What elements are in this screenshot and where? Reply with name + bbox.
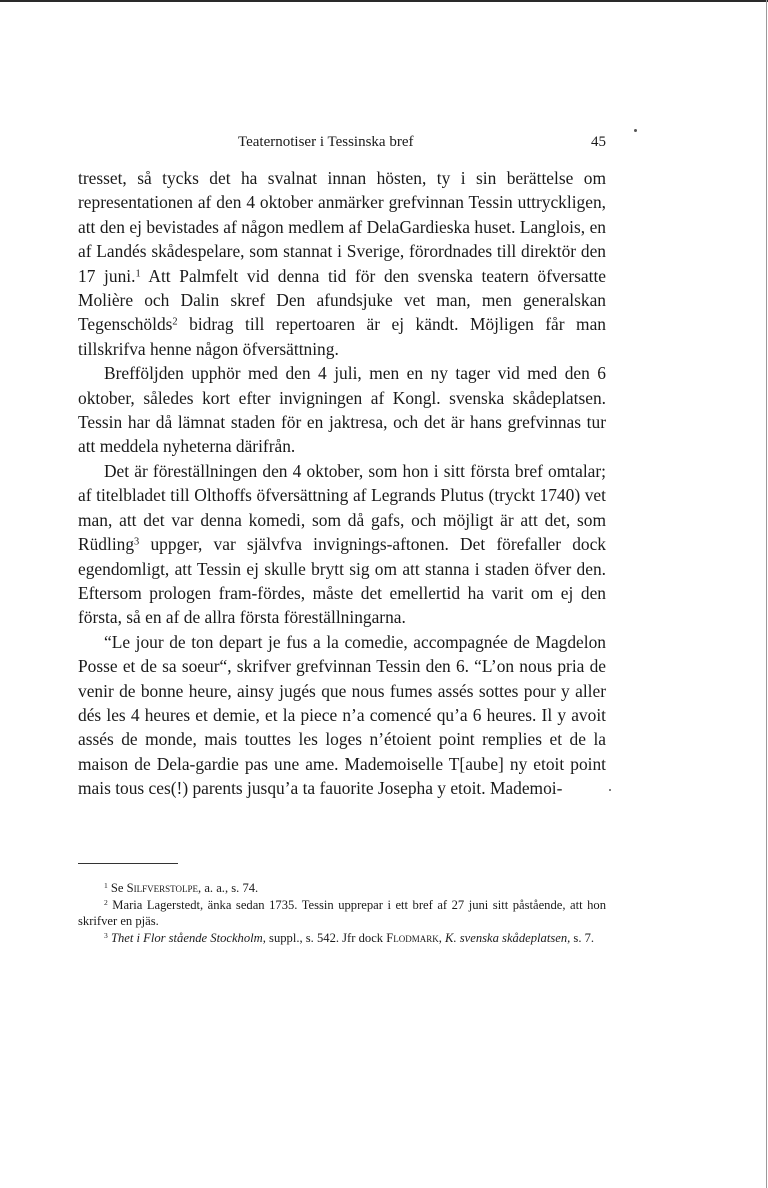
- paragraph: [78, 459, 606, 630]
- paragraph: [78, 166, 606, 361]
- footnote-marker: 3: [104, 930, 108, 940]
- footnote-marker: 2: [172, 316, 178, 328]
- page-number: 45: [591, 134, 606, 150]
- text-run: Flodmark: [386, 930, 439, 945]
- body-text: [78, 166, 606, 801]
- text-run: “Le jour de ton depart je fus a la comedie, accompagnée de Magdelon Posse et de sa soeur“, skrifver grefvinnan Tessin den 6. “L’on nous pria de venir de bonne heure, ainsy jugés que nous fumes assés sottes pour y aller dés les 4 heures et demie, et la piece n’a comencé qu’a 6 heures. Il y avoit assés de monde, mais touttes les loges n’étoient point remplies et de la maison de Dela-gardie pas une ame. Mademoiselle T[aube] ny etoit point mais tous ces(!) parents jusqu’a ta fauorite Josepha y etoit. Mademoi-: [78, 631, 606, 799]
- text-run: Silfverstolpe: [126, 881, 199, 895]
- running-title: Teaternotiser i Tessinska bref: [238, 134, 414, 150]
- text-run: uppger, var självfva invignings-aftonen. Det förefaller dock egendomligt, att Tessin ej skulle brytt sig om att stanna i staden öfver den. Eftersom prologen fram-fördes, måste det emellertid ha varit om ej den första, så en af de allra första föreställningarna.: [78, 534, 606, 628]
- footnote-marker: 2: [104, 897, 108, 907]
- text-run: Att Palmfelt vid denna tid för den svenska teatern öfversatte Molière och Dalin skref Den afundsjuke vet man, men generalskan Tegenschölds: [78, 265, 606, 335]
- page-header: [78, 134, 606, 156]
- text-run: K. svenska skådeplatsen,: [445, 930, 571, 945]
- text-run: Brefföljden upphör med den 4 juli, men en ny tager vid med den 6 oktober, således kort efter invigningen af Kongl. svenska skådeplatsen. Tessin har då lämnat staden för en jaktresa, och det är hans grefvinnas tur att meddela nyheterna därifrån.: [78, 363, 606, 457]
- scan-top-edge: [0, 0, 768, 2]
- footnotes: [78, 880, 606, 946]
- scan-speck: [609, 789, 611, 791]
- scan-right-edge: [766, 0, 767, 1188]
- scan-speck: [634, 129, 637, 132]
- text-run: Maria Lagerstedt, änka sedan 1735. Tessin upprepar i ett bref af 27 juni sitt påstående, att hon skrifver en pjäs.: [78, 897, 606, 929]
- text-run: , a. a., s. 74.: [198, 881, 259, 895]
- footnote-marker: 3: [134, 536, 140, 548]
- footnote-marker: 1: [135, 267, 141, 279]
- paragraph: [78, 630, 606, 801]
- footnote-rule: [78, 863, 178, 864]
- text-run: Se: [107, 881, 127, 895]
- text-run: s. 7.: [570, 930, 595, 945]
- footnote: [78, 880, 606, 897]
- text-run: Det är föreställningen den 4 oktober, som hon i sitt första bref omtalar; af titelbladet till Olthoffs öfversättning af Legrands Plutus (tryckt 1740) vet man, att det var denna komedi, som då gafs, och möjligt är att det, som Rüdling: [78, 460, 606, 555]
- footnote: [78, 897, 606, 930]
- text-run: bidrag till repertoaren är ej kändt. Möjligen får man tillskrifva henne någon öfversättning.: [78, 314, 606, 359]
- text-run: ,: [438, 930, 446, 945]
- text-run: suppl., s. 542. Jfr dock: [265, 930, 387, 945]
- text-run: tresset, så tycks det ha svalnat innan hösten, ty i sin berättelse om representationen af den 4 oktober anmärker grefvinnan Tessin uttryckligen, att den ej bevistades af någon medlem af DelaGardieska huset. Langlois, en af Landés skådespelare, som stannat i Sverige, förordnades till direktör den 17 juni.: [78, 168, 606, 286]
- text-run: Thet i Flor stående Stockholm,: [110, 930, 266, 945]
- footnote-marker: 1: [104, 880, 108, 890]
- footnote: [78, 930, 606, 947]
- paragraph: [78, 361, 606, 459]
